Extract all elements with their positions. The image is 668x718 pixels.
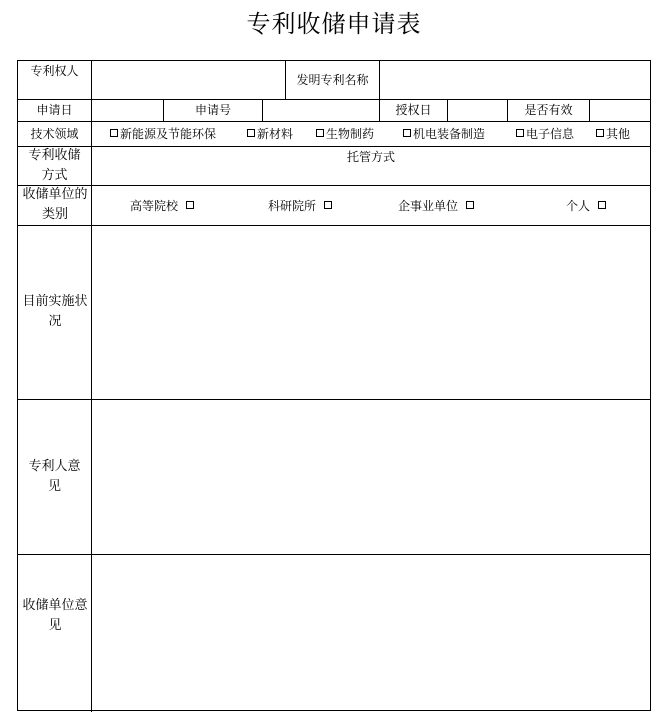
application-form — [17, 60, 651, 711]
grant-date-label: 授权日 — [395, 103, 432, 117]
tech-option-electronics[interactable]: 电子信息 — [516, 122, 574, 144]
patentee-label: 专利权人 — [30, 64, 79, 78]
invention-name-label: 发明专利名称 — [296, 73, 369, 87]
tech-option-other[interactable]: 其他 — [596, 122, 630, 144]
checkbox-icon — [466, 201, 474, 209]
tech-field-options — [92, 122, 650, 146]
storage-method-label: 专利收储方式 — [28, 147, 81, 183]
checkbox-icon — [186, 201, 194, 209]
checkbox-icon — [596, 129, 604, 137]
patentee-opinion-field[interactable] — [92, 400, 650, 554]
unit-opinion-field[interactable] — [92, 555, 650, 710]
tech-option-new-energy[interactable]: 新能源及节能环保 — [110, 122, 216, 144]
status-field[interactable] — [92, 226, 650, 399]
checkbox-icon — [247, 129, 255, 137]
unit-type-individual[interactable]: 个人 — [566, 186, 606, 224]
patentee-opinion-label: 专利人意见 — [28, 458, 81, 494]
storage-method-value: 托管方式 — [346, 150, 395, 164]
unit-type-options — [92, 186, 650, 225]
patentee-field[interactable] — [92, 61, 285, 99]
apply-date-field[interactable] — [92, 99, 163, 121]
tech-option-equipment[interactable]: 机电装备制造 — [403, 122, 485, 144]
checkbox-icon — [324, 201, 332, 209]
valid-label: 是否有效 — [524, 103, 573, 117]
invention-name-field[interactable] — [380, 61, 650, 99]
page-title: 专利收储申请表 — [246, 10, 422, 38]
valid-field[interactable] — [590, 99, 650, 121]
apply-no-field[interactable] — [263, 99, 379, 121]
tech-option-biopharma[interactable]: 生物制药 — [316, 122, 374, 144]
checkbox-icon — [110, 129, 118, 137]
checkbox-icon — [403, 129, 411, 137]
unit-type-enterprise[interactable]: 企事业单位 — [398, 186, 474, 224]
checkbox-icon — [316, 129, 324, 137]
apply-no-label: 申请号 — [194, 103, 231, 117]
checkbox-icon — [598, 201, 606, 209]
unit-opinion-label: 收储单位意见 — [22, 598, 88, 633]
checkbox-icon — [516, 129, 524, 137]
status-label: 目前实施状况 — [22, 294, 88, 329]
unit-type-institute[interactable]: 科研院所 — [268, 186, 332, 224]
unit-type-university[interactable]: 高等院校 — [130, 186, 194, 224]
tech-field-label: 技术领域 — [30, 126, 79, 141]
apply-date-label: 申请日 — [36, 103, 73, 117]
grant-date-field[interactable] — [448, 99, 507, 121]
unit-type-label: 收储单位的类别 — [22, 187, 88, 222]
tech-option-new-material[interactable]: 新材料 — [247, 122, 293, 144]
